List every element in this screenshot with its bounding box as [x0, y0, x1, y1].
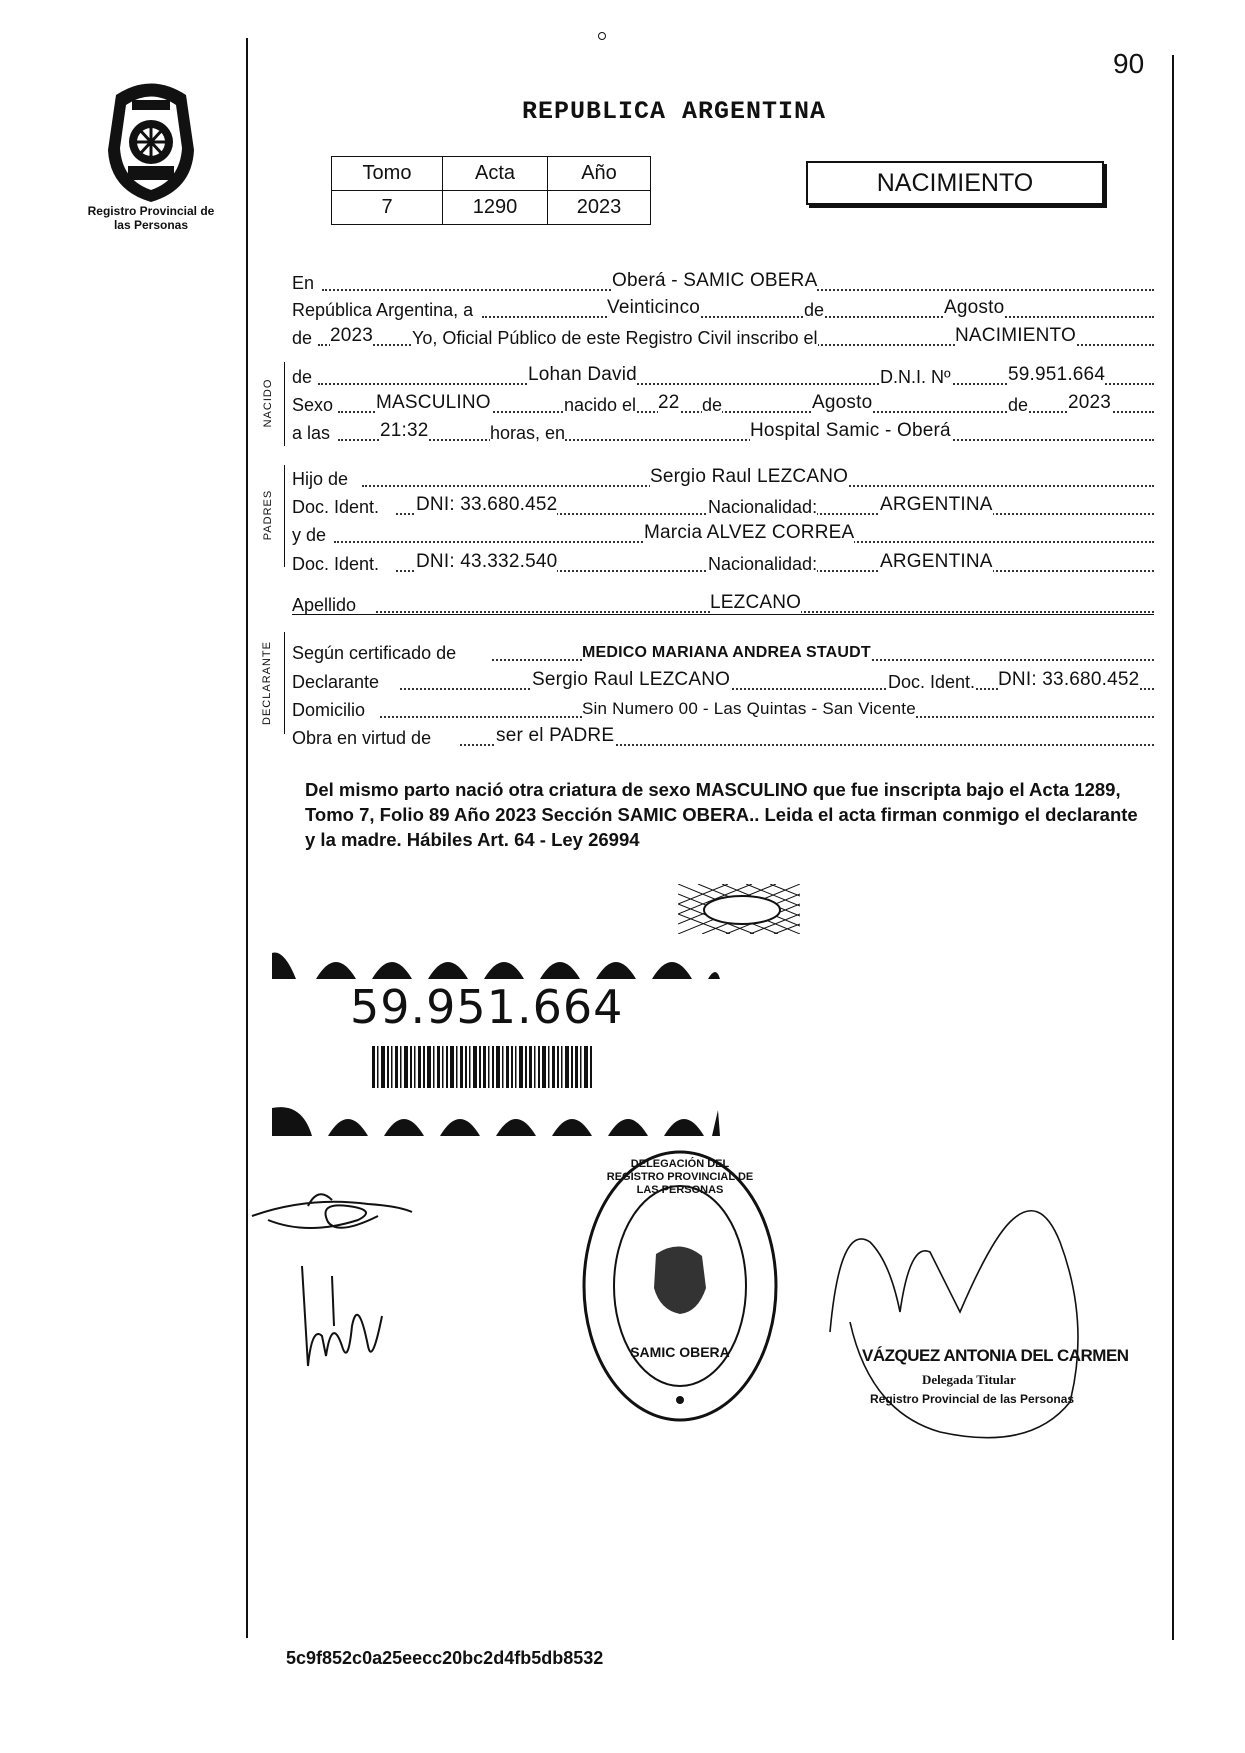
barcode-icon: [372, 1046, 592, 1088]
value-obra: ser el PADRE: [496, 725, 615, 746]
sticker-top-pattern: [272, 945, 720, 979]
label-dni: D.N.I. Nº: [880, 367, 951, 387]
apellido-rule: [292, 614, 1154, 615]
register-table: [331, 156, 651, 225]
row-obra: [292, 725, 1154, 751]
signature-official: [820, 1182, 1120, 1452]
value-acta: 1290: [443, 191, 548, 225]
label-nacido: nacido el: [564, 395, 637, 415]
value-tomo: 7: [332, 191, 443, 225]
right-margin-line: [1172, 55, 1174, 1640]
label-alas: a las: [292, 423, 331, 443]
hologram-icon: [678, 884, 800, 934]
value-declarante-doc: DNI: 33.680.452: [998, 669, 1140, 690]
side-label-nacido: NACIDO: [262, 378, 274, 428]
row-hora: [292, 420, 1154, 446]
document-hash: 5c9f852c0a25eecc20bc2d4fb5db8532: [286, 1648, 604, 1668]
label-en: En: [292, 273, 315, 293]
document-title: REPUBLICA ARGENTINA: [522, 97, 827, 126]
row-madre: [292, 522, 1154, 548]
label-segun: Según certificado de: [292, 643, 457, 663]
sticker-number: 59.951.664: [350, 980, 624, 1034]
signature-madre: [292, 1256, 392, 1376]
value-madre-nac: ARGENTINA: [880, 551, 993, 572]
page-number: 90: [1113, 48, 1145, 79]
value-declarante: Sergio Raul LEZCANO: [532, 669, 731, 690]
header-acta: Acta: [443, 157, 548, 191]
value-domicilio: Sin Numero 00 - Las Quintas - San Vicente: [582, 699, 916, 718]
value-nombre: Lohan David: [528, 364, 637, 385]
row-padre-doc: [292, 494, 1154, 520]
value-hora: 21:32: [380, 420, 429, 441]
header-anio: Año: [548, 157, 651, 191]
value-lugar: Hospital Samic - Oberá: [750, 420, 951, 441]
signature-scribble-icon: [248, 1176, 418, 1236]
row-sexo: [292, 392, 1154, 418]
sticker-bottom-pattern: [272, 1102, 720, 1136]
value-padre-nac: ARGENTINA: [880, 494, 993, 515]
row-en: [292, 270, 1154, 296]
top-dot: [598, 32, 606, 40]
label-yde: y de: [292, 525, 327, 545]
signature-declarante: [248, 1176, 418, 1236]
value-dia: Veinticinco: [607, 297, 701, 318]
value-nac-dia: 22: [658, 392, 680, 413]
label-doc2: Doc. Ident.: [292, 554, 380, 574]
row-domicilio: [292, 697, 1154, 723]
label-sexo: Sexo: [292, 395, 334, 415]
row-anio: [292, 325, 1154, 351]
observations-note: Del mismo parto nació otra criatura de sexo MASCULINO que fue inscripta bajo el Acta 1289, Tomo 7, Folio 89 Año 2023 Sección SAMIC OBERA.. Leida el acta firman conmigo el declarante y la madre. Hábiles Art. 64 - Ley 26994: [305, 779, 1138, 850]
side-label-padres: PADRES: [262, 489, 274, 541]
province-seal-icon: [96, 80, 206, 204]
act-type-box: NACIMIENTO: [806, 161, 1104, 205]
label-nac2: Nacionalidad:: [708, 554, 818, 574]
seal-text-bottom: SAMIC OBERA: [630, 1344, 730, 1360]
bracket-nacido: [284, 362, 285, 446]
bracket-declarante: [284, 632, 285, 734]
province-logo: [96, 80, 206, 204]
value-padre: Sergio Raul LEZCANO: [650, 466, 849, 487]
row-hijo: [292, 466, 1154, 492]
label-republica: República Argentina, a: [292, 300, 474, 320]
row-declarante: [292, 669, 1154, 695]
header-tomo: Tomo: [332, 157, 443, 191]
value-sexo: MASCULINO: [376, 392, 491, 413]
value-padre-doc: DNI: 33.680.452: [416, 494, 558, 515]
official-role: Delegada Titular: [922, 1372, 1016, 1387]
row-republica: [292, 297, 1154, 323]
value-en: Oberá - SAMIC OBERA: [612, 270, 818, 291]
value-anio: 2023: [548, 191, 651, 225]
value-apellido: LEZCANO: [710, 592, 802, 613]
label-hijo: Hijo de: [292, 469, 349, 489]
value-anio: 2023: [330, 325, 374, 346]
barcode: [372, 1046, 592, 1088]
value-inscribe: NACIMIENTO: [955, 325, 1076, 346]
label-doc: Doc. Ident.: [292, 497, 380, 517]
label-yo: Yo, Oficial Público de este Registro Civil inscribo el: [412, 328, 818, 348]
row-nombre: [292, 364, 1154, 390]
value-nac-anio: 2023: [1068, 392, 1112, 413]
label-doc3: Doc. Ident.: [888, 672, 976, 692]
value-certificado: MEDICO MARIANA ANDREA STAUDT: [582, 644, 871, 661]
left-margin-line: [246, 38, 248, 1638]
label-apellido: Apellido: [292, 595, 357, 615]
side-label-declarante: DECLARANTE: [261, 641, 273, 725]
row-certificado: [292, 640, 1154, 666]
label-domicilio: Domicilio: [292, 700, 366, 720]
label-declarante: Declarante: [292, 672, 380, 692]
label-de4: de: [702, 395, 723, 415]
official-org: Registro Provincial de las Personas: [870, 1392, 1075, 1406]
bracket-padres: [284, 465, 285, 567]
value-madre: Marcia ALVEZ CORREA: [644, 522, 855, 543]
label-horas: horas, en: [490, 423, 566, 443]
label-obra: Obra en virtud de: [292, 728, 432, 748]
label-nac: Nacionalidad:: [708, 497, 818, 517]
label-de3: de: [292, 367, 313, 387]
value-nac-mes: Agosto: [812, 392, 873, 413]
official-name: VÁZQUEZ ANTONIA DEL CARMEN: [862, 1346, 1129, 1365]
value-mes: Agosto: [944, 297, 1005, 318]
official-seal: [580, 1148, 780, 1424]
label-de: de: [804, 300, 825, 320]
security-hologram: [678, 884, 800, 934]
signature-scribble-icon: [292, 1256, 392, 1376]
value-dni: 59.951.664: [1008, 364, 1106, 385]
seal-text: DELEGACIÓN DEL REGISTRO PROVINCIAL DE LAS PERSONAS: [606, 1158, 754, 1196]
sticker-pattern-icon: [272, 1102, 720, 1136]
signature-loop-icon: [820, 1182, 1120, 1452]
label-de5: de: [1008, 395, 1029, 415]
value-madre-doc: DNI: 43.332.540: [416, 551, 558, 572]
row-madre-doc: [292, 551, 1154, 577]
sticker-pattern-icon: [272, 945, 720, 979]
logo-caption: Registro Provincial de las Personas: [87, 204, 215, 232]
label-de2: de: [292, 328, 313, 348]
dots: [338, 439, 1154, 441]
